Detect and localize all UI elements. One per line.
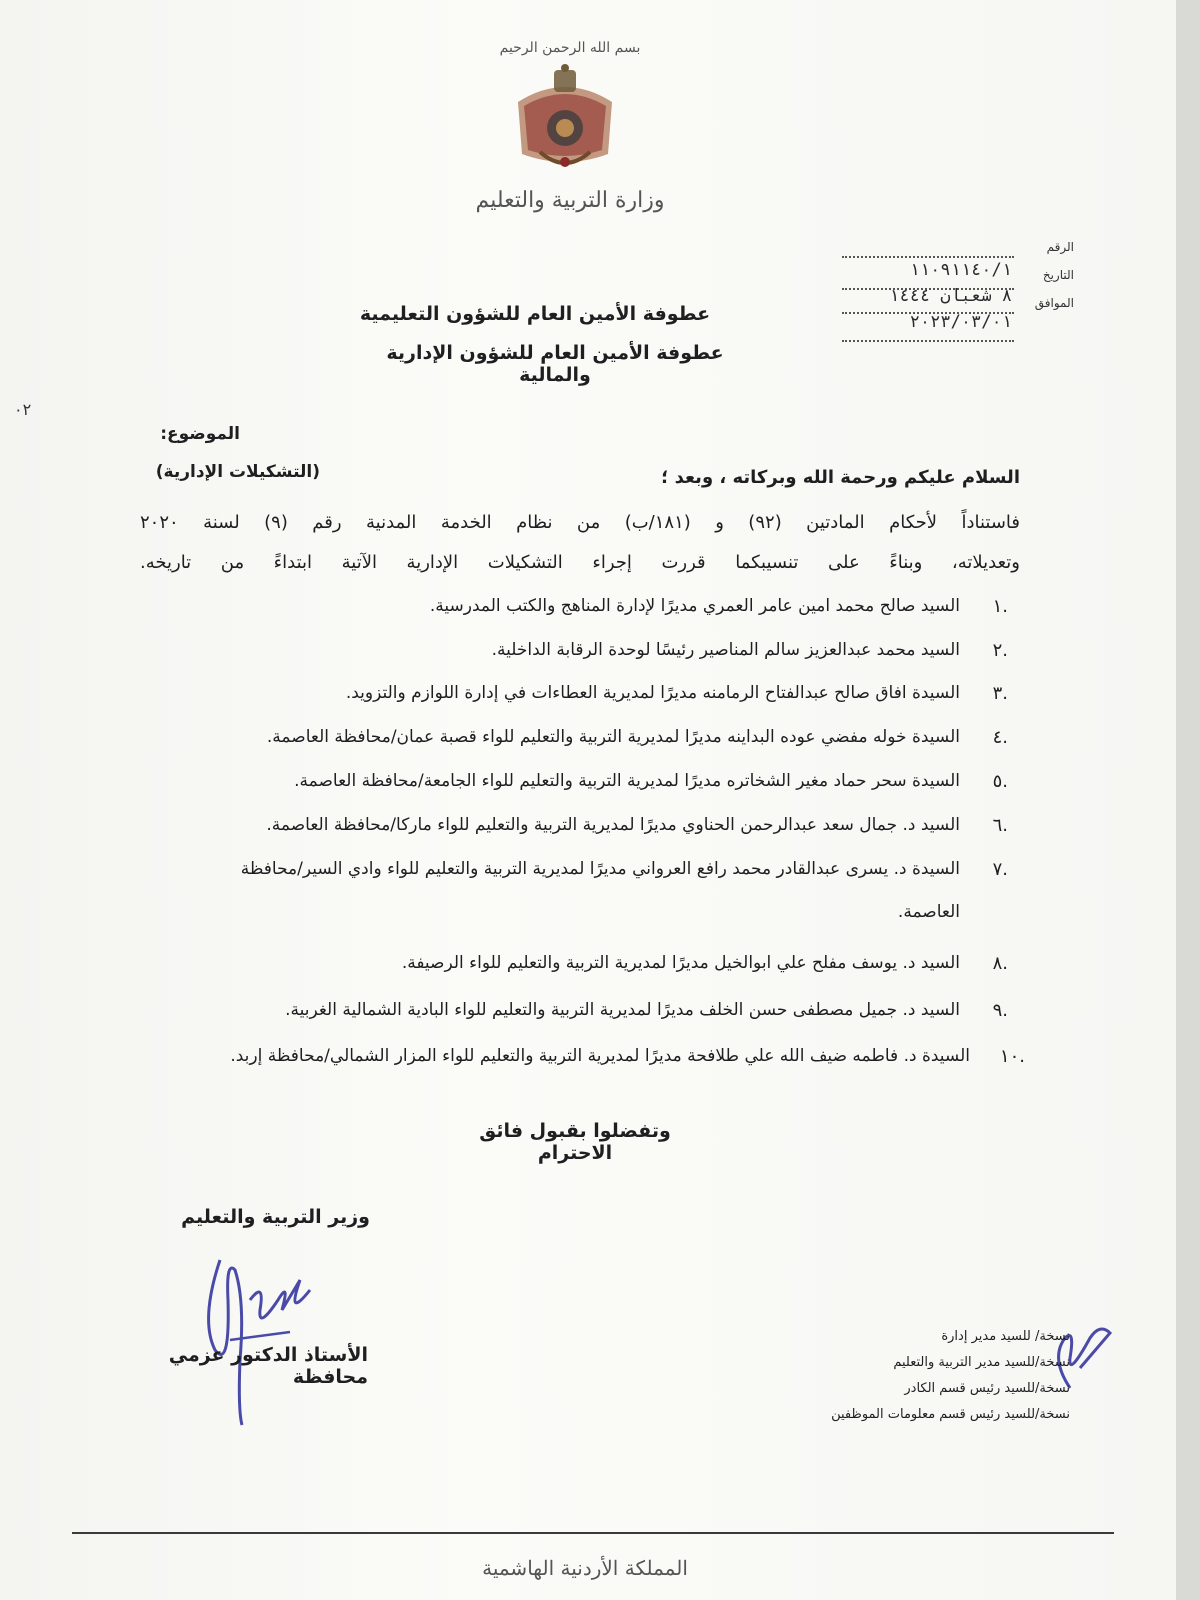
gregorian-date-label: الموافق [1034, 296, 1074, 310]
jordan-coat-of-arms-emblem [510, 62, 620, 174]
margin-mark: ٠٢ [14, 400, 32, 419]
copies-list [790, 1324, 1070, 1428]
ministry-name: وزارة التربية والتعليم [475, 188, 665, 213]
list-item-number: ١. [992, 596, 1008, 617]
list-item: السيدة د. يسرى عبدالقادر محمد رافع العرواني مديرًا لمديرية التربية والتعليم للواء وادي السير/محافظة [240, 859, 960, 879]
hijri-date: ٨ شعبان ١٤٤٤ [889, 286, 1012, 306]
subject-value: (التشكيلات الإدارية) [155, 462, 320, 482]
footer-country: المملكة الأردنية الهاشمية [482, 1556, 688, 1580]
signatory-name: الأستاذ الدكتور عزمي محافظة [168, 1344, 368, 1388]
addressee-2: عطوفة الأمين العام للشؤون الإدارية والمالية [386, 342, 724, 386]
signatory-title: وزير التربية والتعليم [181, 1206, 370, 1228]
list-item-number: ٤. [992, 727, 1008, 748]
copy-recipient: نسخة/ للسيد مدير إدارة [941, 1329, 1070, 1344]
handwritten-signature [190, 1240, 320, 1430]
list-item: السيد د. جميل مصطفى حسن الخلف مديرًا لمديرية التربية والتعليم للواء البادية الشمالية الغربية. [285, 1000, 960, 1020]
list-item: السيد د. جمال سعد عبدالرحمن الحناوي مديرًا لمديرية التربية والتعليم للواء ماركا/محافظة العاصمة. [266, 815, 960, 835]
greeting: السلام عليكم ورحمة الله وبركاته ، وبعد ؛ [661, 467, 1020, 488]
footer-divider [72, 1532, 1114, 1534]
list-item-number: ٨. [992, 953, 1008, 974]
list-item-number: ١٠. [999, 1046, 1025, 1067]
basmala: بسم الله الرحمن الرحيم [499, 40, 641, 56]
list-item: السيد محمد عبدالعزيز سالم المناصير رئيسًا لوحدة الرقابة الداخلية. [491, 640, 960, 660]
list-item-number: ٧. [992, 859, 1008, 880]
addressee-1: عطوفة الأمين العام للشؤون التعليمية [359, 303, 711, 325]
list-item: السيدة د. فاطمه ضيف الله علي طلافحة مديرًا لمديرية التربية والتعليم للواء المزار الشمالي/محافظة إربد. [230, 1046, 970, 1066]
copy-recipient: نسخة/للسيد مدير التربية والتعليم [893, 1355, 1070, 1370]
list-item: السيد صالح محمد امين عامر العمري مديرًا لإدارة المناهج والكتب المدرسية. [429, 596, 960, 616]
date-label: التاريخ [1042, 268, 1074, 282]
list-item: السيد د. يوسف مفلح علي ابوالخيل مديرًا لمديرية التربية والتعليم للواء الرصيفة. [401, 953, 960, 973]
subject-label: الموضوع: [160, 424, 240, 444]
list-item-number: ٢. [992, 640, 1008, 661]
closing-line: وتفضلوا بقبول فائق الاحترام [479, 1120, 671, 1164]
copy-recipient: نسخة/للسيد رئيس قسم معلومات الموظفين [831, 1407, 1070, 1422]
intro-line-2: وتعديلاته، وبناءً على تنسيبكما قررت إجراء التشكيلات الإدارية الآتية ابتداءً من تاريخه. [140, 552, 1020, 573]
reference-number-label: الرقم [1046, 240, 1074, 254]
list-item-number: ٦. [992, 815, 1008, 836]
copy-recipient: نسخة/للسيد رئيس قسم الكادر [904, 1381, 1070, 1396]
list-item: السيدة خوله مفضي عوده البداينه مديرًا لمديرية التربية والتعليم للواء قصبة عمان/محافظة العاصمة. [266, 727, 960, 747]
intro-line-1: فاستناداً لأحكام المادتين (٩٢) و (١٨١/ب) من نظام الخدمة المدنية رقم (٩) لسنة ٢٠٢٠ [140, 512, 1021, 533]
list-item-continuation: العاصمة. [897, 902, 960, 922]
background-edge [1176, 0, 1200, 1600]
list-item: السيدة افاق صالح عبدالفتاح الرمامنه مديرًا لمديرية العطاءات في إدارة اللوازم والتزويد. [345, 683, 960, 703]
list-item-number: ٥. [992, 771, 1008, 792]
reference-number: ١١٠٩١١٤٠/١ [909, 260, 1012, 280]
list-item: السيدة سحر حماد مغير الشخاتره مديرًا لمديرية التربية والتعليم للواء الجامعة/محافظة العاصمة. [294, 771, 960, 791]
list-item-number: ٣. [992, 683, 1008, 704]
gregorian-date: ٢٠٢٣/٠٣/٠١ [909, 312, 1012, 332]
list-item-number: ٩. [992, 1000, 1008, 1021]
